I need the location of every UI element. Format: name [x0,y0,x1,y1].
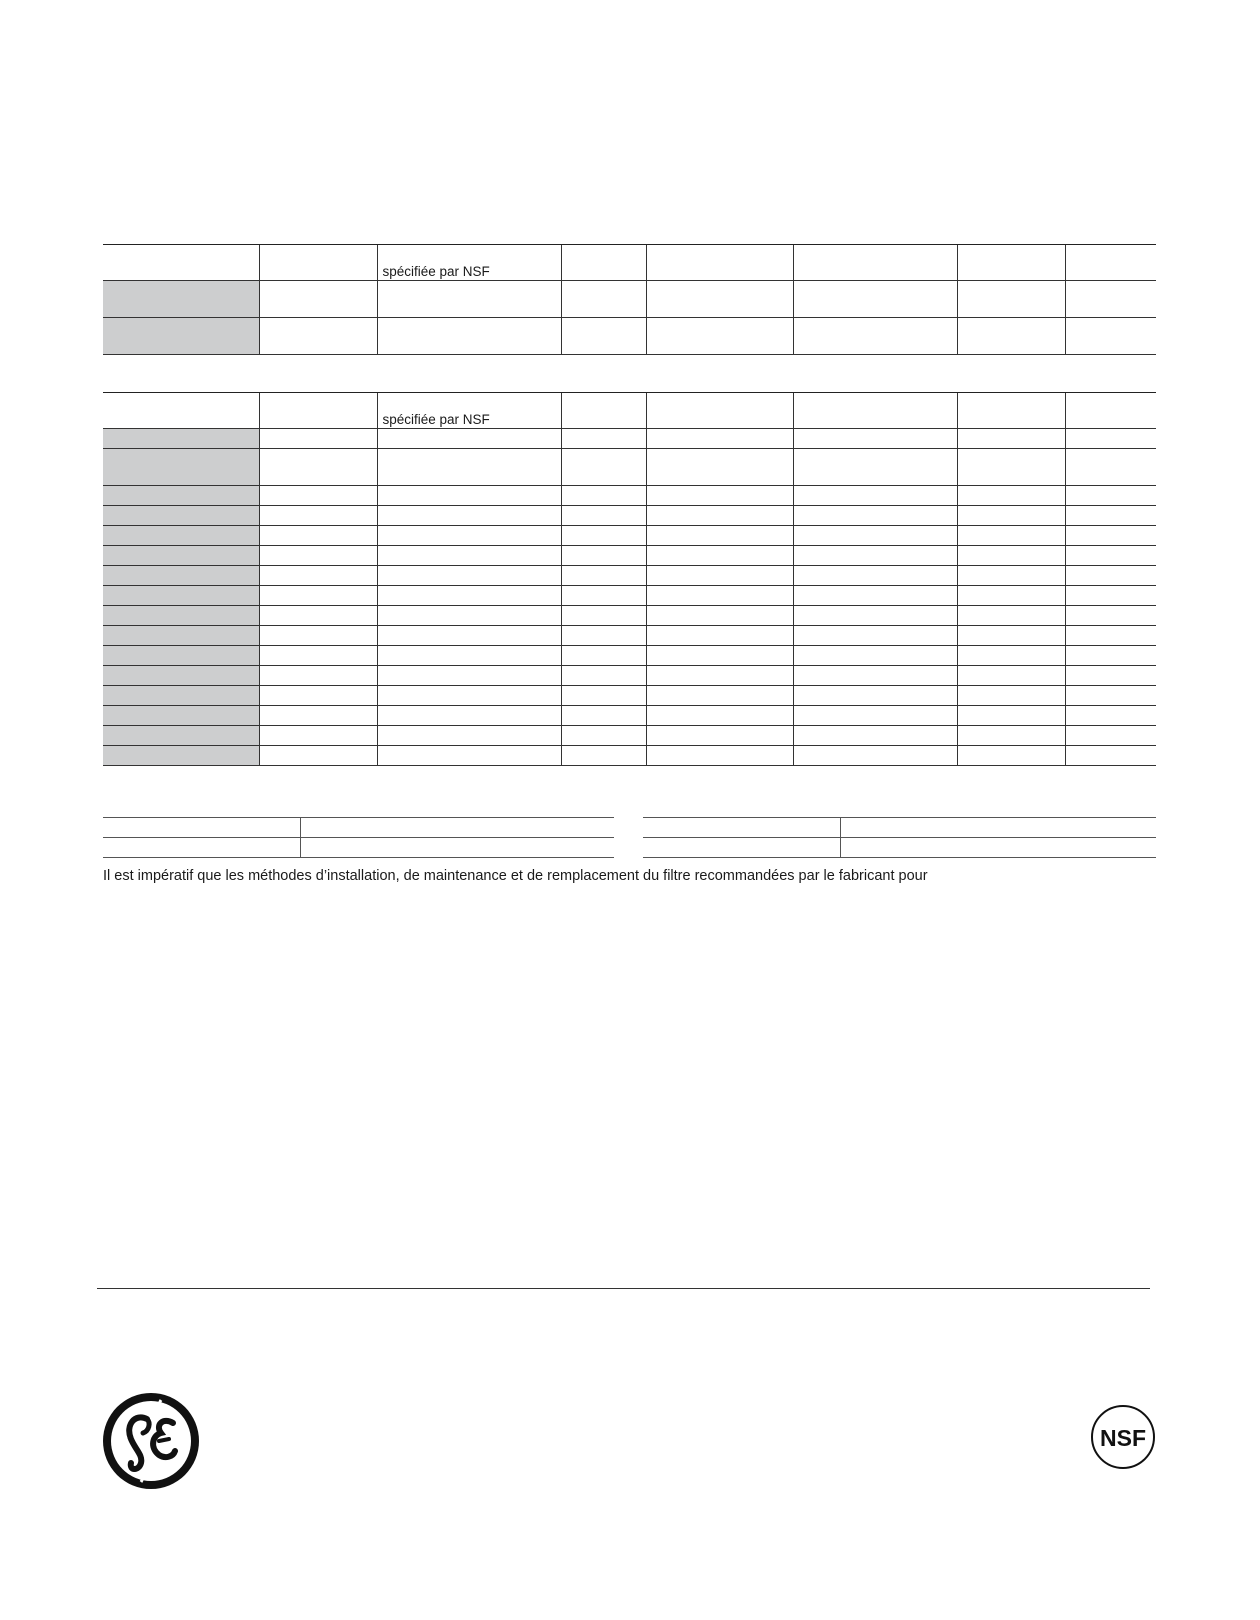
table-row [103,838,614,858]
table-row [103,606,1156,626]
ge-monogram-logo [101,1391,201,1491]
table-row [103,318,1156,355]
performance-table-1 [103,244,1156,355]
nsf-logo [1090,1404,1156,1470]
table-row [103,506,1156,526]
table-row [103,586,1156,606]
header-nsf-label: spécifiée par NSF [382,412,490,427]
header-nsf-label: spécifiée par NSF [382,264,490,279]
table-row [103,449,1156,486]
table-row [643,818,1156,838]
table-row [643,838,1156,858]
table-row [103,626,1156,646]
installation-note: Il est impératif que les méthodes d’installation, de maintenance et de remplacement du filtre recommandées par le fabricant pour [103,868,928,884]
table-row [103,566,1156,586]
spec-table-left [103,817,614,858]
table-row [103,429,1156,449]
table-row [103,726,1156,746]
performance-table-2 [103,392,1156,766]
table-row [103,746,1156,766]
spec-table-right [643,817,1156,858]
nsf-logo-text: NSF [1100,1425,1146,1451]
footer-divider [97,1288,1150,1289]
table-row [103,818,614,838]
table-row [103,686,1156,706]
table-row [103,666,1156,686]
table-header-row [103,393,1156,429]
table-row [103,486,1156,506]
table-row [103,706,1156,726]
table-row [103,526,1156,546]
table-row [103,546,1156,566]
table-row [103,646,1156,666]
table-header-row [103,245,1156,281]
table-row [103,281,1156,318]
